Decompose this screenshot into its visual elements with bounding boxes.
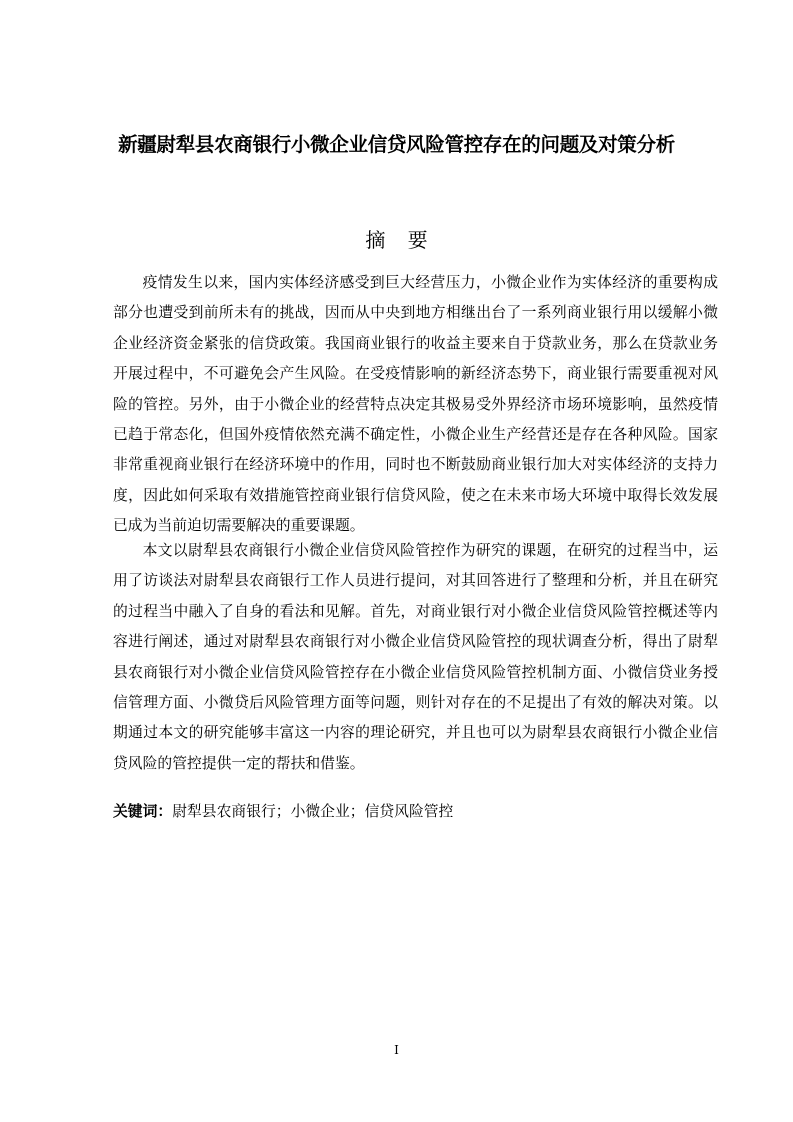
abstract-paragraph-1: 疫情发生以来，国内实体经济感受到巨大经营压力，小微企业作为实体经济的重要构成部分也遭受到前所未有的挑战，因而从中央到地方相继出台了一系列商业银行用以缓解小微企业经济资金紧张的信贷政策。我国商业银行的收益主要来自于贷款业务，那么在贷款业务开展过程中，不可避免会产生风险。在受疫情影响的新经济态势下，商业银行需要重视对风险的管控。另外，由于小微企业的经营特点决定其极易受外界经济市场环境影响，虽然疫情已趋于常态化，但国外疫情依然充满不确定性，小微企业生产经营还是存在各种风险。国家非常重视商业银行在经济环境中的作用，同时也不断鼓励商业银行加大对实体经济的支持力度，因此如何采取有效措施管控商业银行信贷风险，使之在未来市场大环境中取得长效发展已成为当前迫切需要解决的重要课题。	[113, 274, 718, 535]
abstract-paragraph-2: 本文以尉犁县农商银行小微企业信贷风险管控作为研究的课题，在研究的过程当中，运用了访谈法对尉犁县农商银行工作人员进行提问，对其回答进行了整理和分析，并且在研究的过程当中融入了自身的看法和见解。首先，对商业银行对小微企业信贷风险管控概述等内容进行阐述，通过对尉犁县农商银行对小微企业信贷风险管控的现状调查分析，得出了尉犁县农商银行对小微企业信贷风险管控存在小微企业信贷风险管控机制方面、小微信贷业务授信管理方面、小微贷后风险管理方面等问题，则针对存在的不足提出了有效的解决对策。以期通过本文的研究能够丰富这一内容的理论研究，并且也可以为尉犁县农商银行小微企业信贷风险的管控提供一定的帮扶和借鉴。	[113, 542, 718, 772]
page-number: I	[394, 1043, 399, 1057]
keywords-line	[113, 798, 718, 826]
keywords-text: 尉犁县农商银行；小微企业；信贷风险管控	[172, 803, 454, 820]
paper-title: 新疆尉犁县农商银行小微企业信贷风险管控存在的问题及对策分析	[118, 133, 675, 156]
keywords-label: 关键词：	[113, 803, 173, 820]
abstract-heading: 摘 要	[365, 228, 436, 252]
